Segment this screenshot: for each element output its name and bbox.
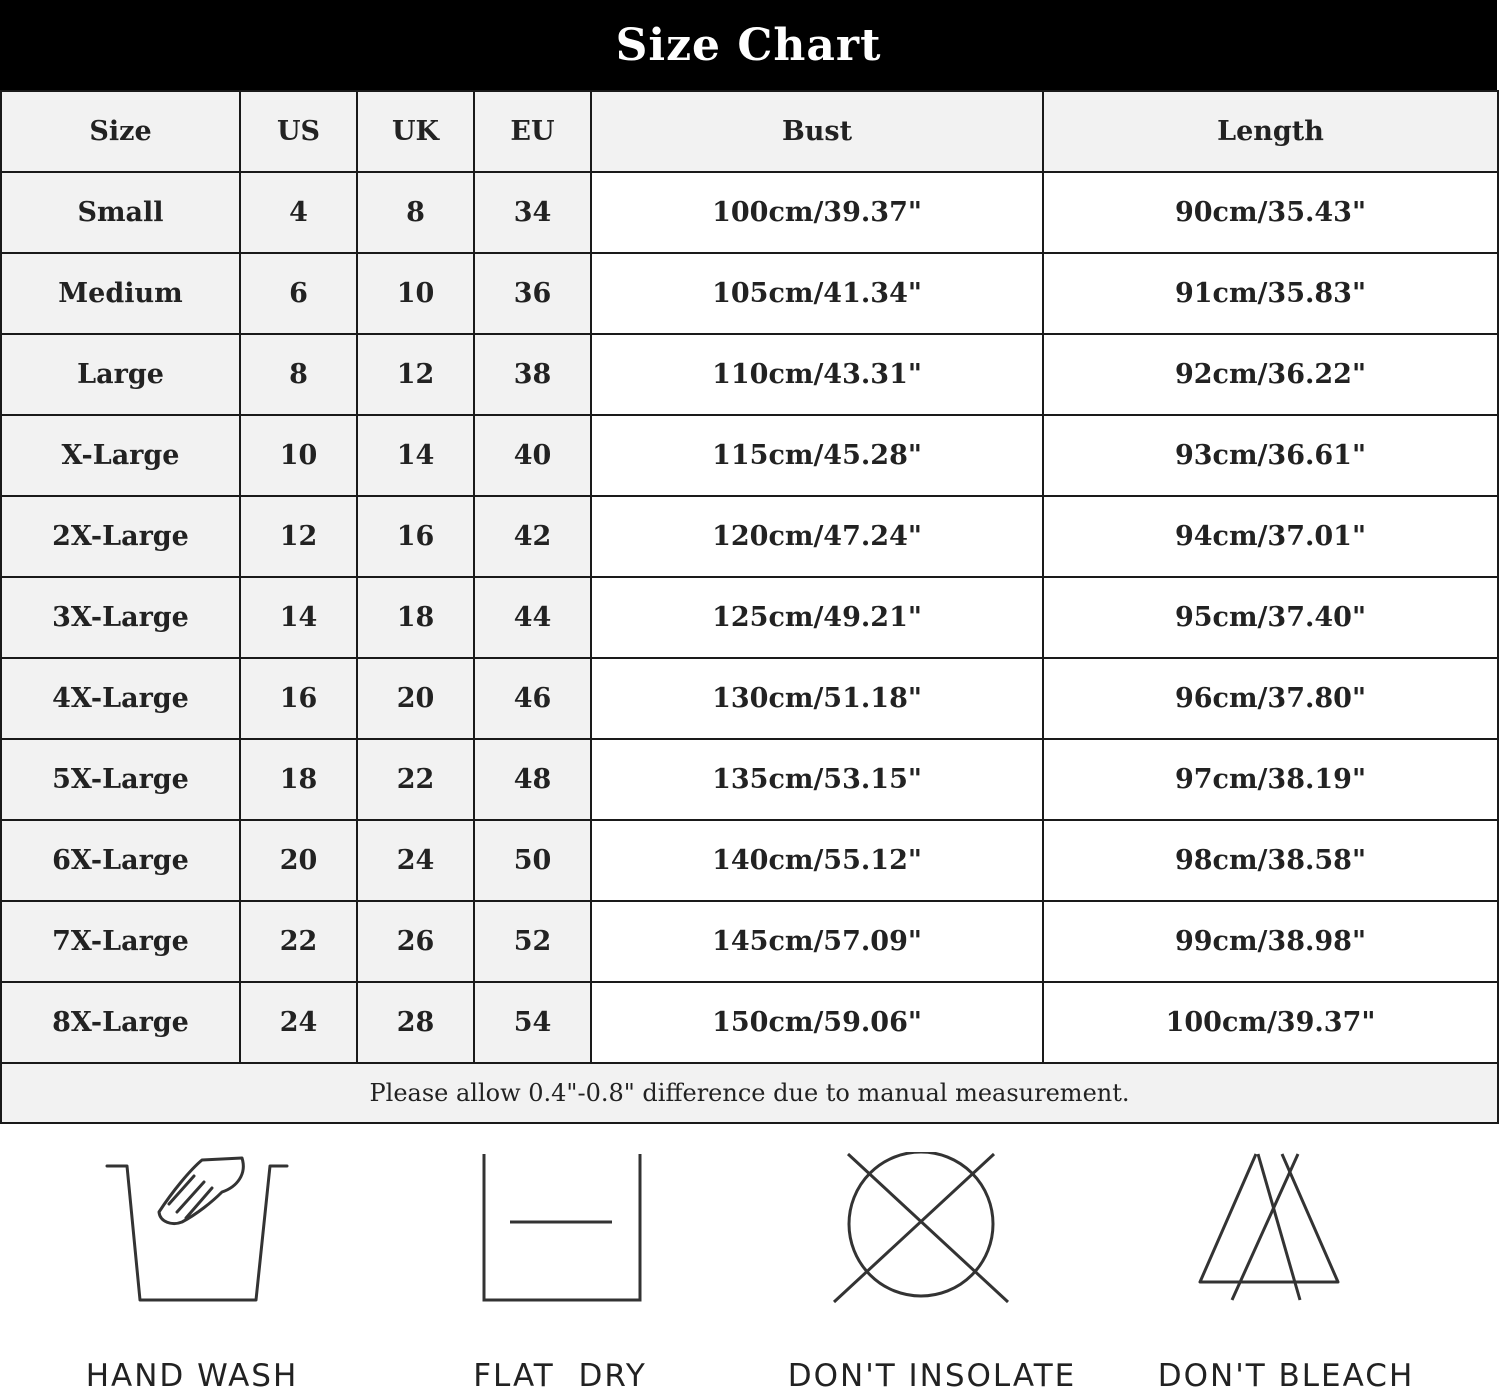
table-row [1, 658, 1498, 739]
cell-size: Medium [1, 253, 240, 334]
table-row [1, 496, 1498, 577]
cell-uk: 26 [357, 901, 474, 982]
cell-length: 98cm/38.58" [1043, 820, 1498, 901]
care-label-flat-dry: FLAT DRY [473, 1358, 647, 1394]
table-row [1, 577, 1498, 658]
cell-uk: 8 [357, 172, 474, 253]
column-header-eu: EU [474, 91, 591, 172]
cell-eu: 42 [474, 496, 591, 577]
cell-length: 99cm/38.98" [1043, 901, 1498, 982]
cell-bust: 120cm/47.24" [591, 496, 1043, 577]
cell-eu: 50 [474, 820, 591, 901]
table-row [1, 172, 1498, 253]
cell-us: 24 [240, 982, 357, 1063]
cell-uk: 16 [357, 496, 474, 577]
table-row [1, 739, 1498, 820]
cell-us: 8 [240, 334, 357, 415]
cell-size: 4X-Large [1, 658, 240, 739]
cell-bust: 115cm/45.28" [591, 415, 1043, 496]
table-row [1, 253, 1498, 334]
care-instructions [0, 1152, 1500, 1396]
cell-eu: 48 [474, 739, 591, 820]
cell-us: 14 [240, 577, 357, 658]
cell-uk: 18 [357, 577, 474, 658]
column-header-length: Length [1043, 91, 1498, 172]
table-row [1, 334, 1498, 415]
do-not-insolate-icon [762, 1152, 1102, 1312]
cell-eu: 44 [474, 577, 591, 658]
cell-bust: 125cm/49.21" [591, 577, 1043, 658]
care-label-do-not-insolate: DON'T INSOLATE [787, 1358, 1077, 1394]
cell-us: 16 [240, 658, 357, 739]
cell-size: 7X-Large [1, 901, 240, 982]
cell-us: 10 [240, 415, 357, 496]
cell-eu: 46 [474, 658, 591, 739]
cell-size: X-Large [1, 415, 240, 496]
cell-length: 95cm/37.40" [1043, 577, 1498, 658]
table-row [1, 982, 1498, 1063]
flat-dry-icon [390, 1152, 730, 1312]
cell-size: 8X-Large [1, 982, 240, 1063]
column-header-size: Size [1, 91, 240, 172]
cell-uk: 14 [357, 415, 474, 496]
cell-size: 5X-Large [1, 739, 240, 820]
cell-length: 91cm/35.83" [1043, 253, 1498, 334]
cell-us: 4 [240, 172, 357, 253]
cell-length: 93cm/36.61" [1043, 415, 1498, 496]
note-row [1, 1063, 1498, 1123]
cell-bust: 145cm/57.09" [591, 901, 1043, 982]
column-header-bust: Bust [591, 91, 1043, 172]
cell-length: 96cm/37.80" [1043, 658, 1498, 739]
care-label-do-not-bleach: DON'T BLEACH [1157, 1358, 1415, 1394]
care-item-flat-dry [390, 1152, 730, 1396]
cell-eu: 36 [474, 253, 591, 334]
cell-length: 97cm/38.19" [1043, 739, 1498, 820]
cell-us: 20 [240, 820, 357, 901]
cell-size: 3X-Large [1, 577, 240, 658]
cell-eu: 54 [474, 982, 591, 1063]
cell-length: 92cm/36.22" [1043, 334, 1498, 415]
cell-bust: 150cm/59.06" [591, 982, 1043, 1063]
table-row [1, 415, 1498, 496]
cell-uk: 28 [357, 982, 474, 1063]
table-row [1, 820, 1498, 901]
cell-eu: 38 [474, 334, 591, 415]
size-chart-table [0, 90, 1499, 1124]
do-not-bleach-icon [1116, 1152, 1456, 1312]
cell-us: 22 [240, 901, 357, 982]
cell-eu: 40 [474, 415, 591, 496]
cell-bust: 105cm/41.34" [591, 253, 1043, 334]
table-header-row [1, 91, 1498, 172]
page-title: Size Chart [0, 0, 1497, 90]
hand-wash-icon [22, 1152, 362, 1312]
cell-length: 100cm/39.37" [1043, 982, 1498, 1063]
column-header-us: US [240, 91, 357, 172]
cell-uk: 24 [357, 820, 474, 901]
cell-size: 2X-Large [1, 496, 240, 577]
care-item-do-not-bleach [1116, 1152, 1456, 1396]
cell-eu: 34 [474, 172, 591, 253]
table-row [1, 901, 1498, 982]
cell-eu: 52 [474, 901, 591, 982]
cell-size: 6X-Large [1, 820, 240, 901]
cell-us: 6 [240, 253, 357, 334]
cell-uk: 22 [357, 739, 474, 820]
care-item-do-not-insolate [762, 1152, 1102, 1396]
care-label-hand-wash: HAND WASH [85, 1358, 299, 1394]
cell-bust: 130cm/51.18" [591, 658, 1043, 739]
cell-length: 94cm/37.01" [1043, 496, 1498, 577]
cell-length: 90cm/35.43" [1043, 172, 1498, 253]
column-header-uk: UK [357, 91, 474, 172]
cell-size: Large [1, 334, 240, 415]
cell-uk: 12 [357, 334, 474, 415]
cell-uk: 10 [357, 253, 474, 334]
care-item-hand-wash [22, 1152, 362, 1396]
cell-us: 12 [240, 496, 357, 577]
cell-bust: 110cm/43.31" [591, 334, 1043, 415]
cell-uk: 20 [357, 658, 474, 739]
cell-size: Small [1, 172, 240, 253]
cell-us: 18 [240, 739, 357, 820]
cell-bust: 100cm/39.37" [591, 172, 1043, 253]
measurement-note: Please allow 0.4"-0.8" difference due to manual measurement. [1, 1063, 1498, 1123]
cell-bust: 135cm/53.15" [591, 739, 1043, 820]
cell-bust: 140cm/55.12" [591, 820, 1043, 901]
